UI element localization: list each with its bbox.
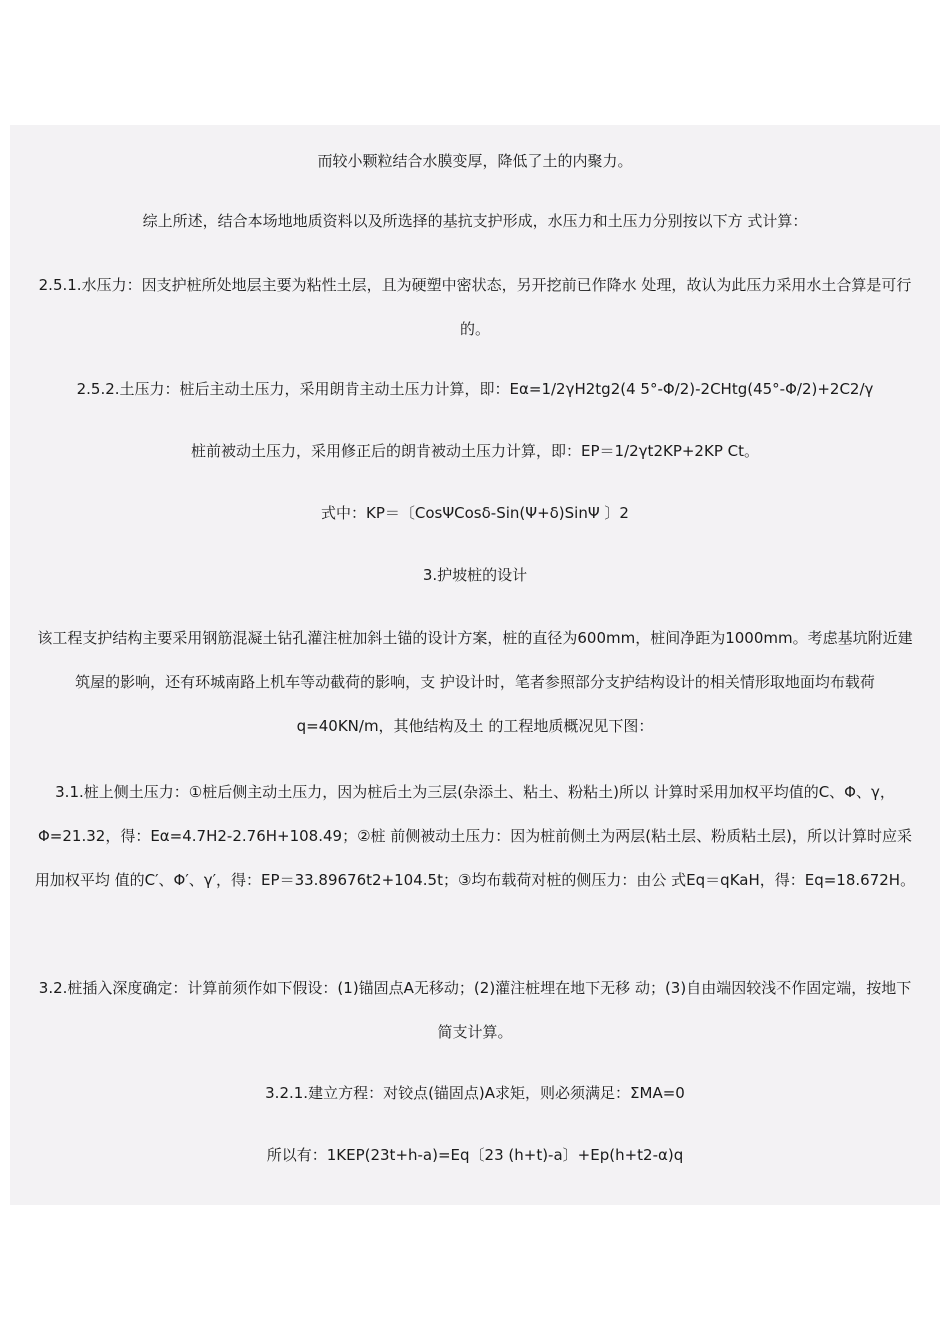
paragraph-support-design: 该工程支护结构主要采用钢筋混凝土钻孔灌注桩加斜土锚的设计方案，桩的直径为600mm，桩间净距为1000mm。考虑基坑附近建筑屋的影响，还有环城南路上机车等动截荷的影响，支 护设计时，笔者参照部分支护结构设计的相关情形取地面均布载荷q=40KN/m，其他结构及土 的工程地质概况见下图：: [37, 629, 913, 735]
section-3-2-1-equation: 3.2.1.建立方程：对铰点(锚固点)A求矩，则必须满足：ΣMA=0: [265, 1084, 685, 1102]
formula-moment-balance: 所以有：1KEP(23t+h-a)=Eq〔23 (h+t)-a〕+Ep(h+t2-α)q: [266, 1146, 684, 1164]
section-2-5-1-water-pressure: 2.5.1.水压力：因支护桩所处地层主要为粘性土层，且为硬塑中密状态，另开挖前已作降水 处理，故认为此压力采用水土合算是可行的。: [38, 276, 912, 338]
paragraph-summary: 综上所述，结合本场地地质资料以及所选择的基抗支护形成，水压力和土压力分别按以下方 式计算：: [142, 212, 808, 230]
paragraph-soil-cohesion: 而较小颗粒结合水膜变厚，降低了土的内聚力。: [317, 152, 633, 170]
section-3-2-embedment-depth: 3.2.桩插入深度确定：计算前须作如下假设：(1)锚固点A无移动；(2)灌注桩埋在地下无移 动；(3)自由端因较浅不作固定端，按地下简支计算。: [38, 979, 912, 1041]
section-3-1-lateral-pressure: 3.1.桩上侧土压力：①桩后侧主动土压力，因为桩后土为三层(杂添土、粘土、粉粘土)所以 计算时采用加权平均值的C、Φ、γ，Φ=21.32，得：Eα=4.7H2-2.76H+108.49；②桩 前侧被动土压力：因为桩前侧土为两层(粘土层、粉质粘土层)，所以计算时应采用加权平均 值的C′、Φ′、γ′，得：EP＝33.89676t2+104.5t；③均布载荷对桩的侧压力：由公 式Eq＝qKaH，得：Eq=18.672H。: [34, 783, 916, 889]
document-page: [10, 125, 940, 1205]
formula-kp: 式中：KP＝〔CosΨCosδ-Sin(Ψ+δ)SinΨ 〕2: [321, 504, 629, 522]
section-2-5-2-earth-pressure: 2.5.2.土压力：桩后主动土压力，采用朗肯主动土压力计算，即：Eα=1/2γH2tg2(4 5°-Φ/2)-2CHtg(45°-Φ/2)+2C2/γ: [76, 380, 874, 398]
section-3-heading: 3.护坡桩的设计: [422, 566, 528, 584]
paragraph-passive-pressure: 桩前被动土压力，采用修正后的朗肯被动土压力计算，即：EP＝1/2γt2KP+2KP Ct。: [191, 442, 759, 460]
